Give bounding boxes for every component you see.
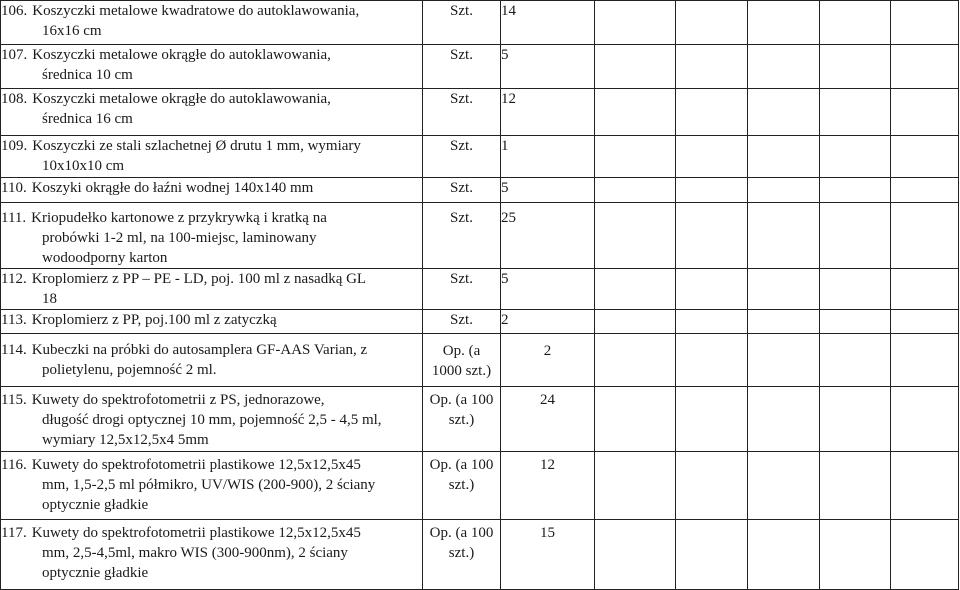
empty-cell xyxy=(595,1,676,45)
item-description: 109. Koszyczki ze stali szlachetnej Ø drutu 1 mm, wymiary 10x10x10 cm xyxy=(1,136,423,178)
item-quantity: 15 xyxy=(501,520,595,590)
empty-cell xyxy=(676,334,748,387)
empty-cell xyxy=(820,520,891,590)
item-number: 111. xyxy=(1,210,27,226)
empty-cell xyxy=(595,520,676,590)
item-description: 112. Kroplomierz z PP – PE - LD, poj. 100 ml z nasadką GL 18 xyxy=(1,269,423,310)
empty-cell xyxy=(748,89,820,136)
item-quantity: 12 xyxy=(501,89,595,136)
empty-cell xyxy=(595,269,676,310)
empty-cell xyxy=(891,136,959,178)
empty-cell xyxy=(676,89,748,136)
table-row xyxy=(1,452,959,520)
empty-cell xyxy=(676,136,748,178)
empty-cell xyxy=(748,45,820,89)
item-description: 117. Kuwety do spektrofotometrii plastikowe 12,5x12,5x45 mm, 2,5-4,5ml, makro WIS (300-900nm), 2 ściany optycznie gładkie xyxy=(1,520,423,590)
item-unit: Szt. xyxy=(423,45,501,89)
item-description: 114. Kubeczki na próbki do autosamplera GF-AAS Varian, z polietylenu, pojemność 2 ml. xyxy=(1,334,423,387)
empty-cell xyxy=(676,520,748,590)
empty-cell xyxy=(748,334,820,387)
item-number: 116. xyxy=(1,457,27,473)
table-row xyxy=(1,387,959,452)
empty-cell xyxy=(676,310,748,334)
item-number: 106. xyxy=(1,3,28,19)
item-unit: Op. (a 100 szt.) xyxy=(423,387,501,452)
item-number: 114. xyxy=(1,342,27,358)
item-quantity: 12 xyxy=(501,452,595,520)
item-quantity: 2 xyxy=(501,334,595,387)
item-number: 115. xyxy=(1,392,27,408)
empty-cell xyxy=(891,452,959,520)
empty-cell xyxy=(676,203,748,269)
empty-cell xyxy=(595,452,676,520)
empty-cell xyxy=(676,1,748,45)
item-unit: Szt. xyxy=(423,89,501,136)
item-quantity: 1 xyxy=(501,136,595,178)
item-unit: Op. (a 100 szt.) xyxy=(423,452,501,520)
empty-cell xyxy=(748,203,820,269)
empty-cell xyxy=(891,89,959,136)
empty-cell xyxy=(595,334,676,387)
item-quantity: 24 xyxy=(501,387,595,452)
item-number: 110. xyxy=(1,180,27,196)
table-row xyxy=(1,178,959,203)
item-unit: Szt. xyxy=(423,269,501,310)
item-unit: Szt. xyxy=(423,203,501,269)
item-unit: Op. (a 1000 szt.) xyxy=(423,334,501,387)
empty-cell xyxy=(891,45,959,89)
empty-cell xyxy=(891,334,959,387)
table-row xyxy=(1,136,959,178)
empty-cell xyxy=(820,136,891,178)
empty-cell xyxy=(820,1,891,45)
empty-cell xyxy=(676,269,748,310)
empty-cell xyxy=(748,1,820,45)
empty-cell xyxy=(891,178,959,203)
table-row xyxy=(1,89,959,136)
empty-cell xyxy=(748,387,820,452)
empty-cell xyxy=(748,136,820,178)
empty-cell xyxy=(676,45,748,89)
item-description: 108. Koszyczki metalowe okrągłe do autoklawowania, średnica 16 cm xyxy=(1,89,423,136)
item-description: 110. Koszyki okrągłe do łaźni wodnej 140x140 mm xyxy=(1,178,423,203)
empty-cell xyxy=(820,269,891,310)
empty-cell xyxy=(820,387,891,452)
item-quantity: 5 xyxy=(501,178,595,203)
item-description: 111. Kriopudełko kartonowe z przykrywką i kratką na probówki 1-2 ml, na 100-miejsc, laminowany wodoodporny karton xyxy=(1,203,423,269)
item-number: 109. xyxy=(1,138,28,154)
item-number: 112. xyxy=(1,271,27,287)
empty-cell xyxy=(820,178,891,203)
empty-cell xyxy=(595,203,676,269)
empty-cell xyxy=(820,203,891,269)
item-unit: Op. (a 100 szt.) xyxy=(423,520,501,590)
item-quantity: 5 xyxy=(501,269,595,310)
item-quantity: 14 xyxy=(501,1,595,45)
empty-cell xyxy=(891,310,959,334)
empty-cell xyxy=(595,387,676,452)
item-number: 117. xyxy=(1,525,27,541)
empty-cell xyxy=(891,520,959,590)
empty-cell xyxy=(748,269,820,310)
item-unit: Szt. xyxy=(423,136,501,178)
item-number: 107. xyxy=(1,47,28,63)
empty-cell xyxy=(595,89,676,136)
item-unit: Szt. xyxy=(423,310,501,334)
item-description: 116. Kuwety do spektrofotometrii plastikowe 12,5x12,5x45 mm, 1,5-2,5 ml półmikro, UV/WIS (200-900), 2 ściany optycznie gładkie xyxy=(1,452,423,520)
empty-cell xyxy=(820,310,891,334)
table-row xyxy=(1,1,959,45)
empty-cell xyxy=(820,45,891,89)
empty-cell xyxy=(820,89,891,136)
empty-cell xyxy=(595,45,676,89)
item-number: 108. xyxy=(1,91,28,107)
empty-cell xyxy=(891,1,959,45)
item-description: 115. Kuwety do spektrofotometrii z PS, jednorazowe, długość drogi optycznej 10 mm, pojemność 2,5 - 4,5 ml, wymiary 12,5x12,5x4 5mm xyxy=(1,387,423,452)
empty-cell xyxy=(891,387,959,452)
item-quantity: 25 xyxy=(501,203,595,269)
table-row xyxy=(1,45,959,89)
empty-cell xyxy=(748,452,820,520)
item-quantity: 5 xyxy=(501,45,595,89)
empty-cell xyxy=(748,310,820,334)
table-row xyxy=(1,203,959,269)
empty-cell xyxy=(676,178,748,203)
empty-cell xyxy=(891,203,959,269)
item-number: 113. xyxy=(1,312,27,328)
empty-cell xyxy=(820,452,891,520)
table-row xyxy=(1,334,959,387)
empty-cell xyxy=(676,387,748,452)
empty-cell xyxy=(676,452,748,520)
table-row xyxy=(1,310,959,334)
table-row xyxy=(1,269,959,310)
empty-cell xyxy=(748,520,820,590)
item-description: 106. Koszyczki metalowe kwadratowe do autoklawowania, 16x16 cm xyxy=(1,1,423,45)
table-row xyxy=(1,520,959,590)
item-description: 107. Koszyczki metalowe okrągłe do autoklawowania, średnica 10 cm xyxy=(1,45,423,89)
empty-cell xyxy=(595,136,676,178)
item-description: 113. Kroplomierz z PP, poj.100 ml z zatyczką xyxy=(1,310,423,334)
item-unit: Szt. xyxy=(423,178,501,203)
empty-cell xyxy=(595,178,676,203)
empty-cell xyxy=(748,178,820,203)
item-unit: Szt. xyxy=(423,1,501,45)
empty-cell xyxy=(820,334,891,387)
item-quantity: 2 xyxy=(501,310,595,334)
empty-cell xyxy=(891,269,959,310)
empty-cell xyxy=(595,310,676,334)
